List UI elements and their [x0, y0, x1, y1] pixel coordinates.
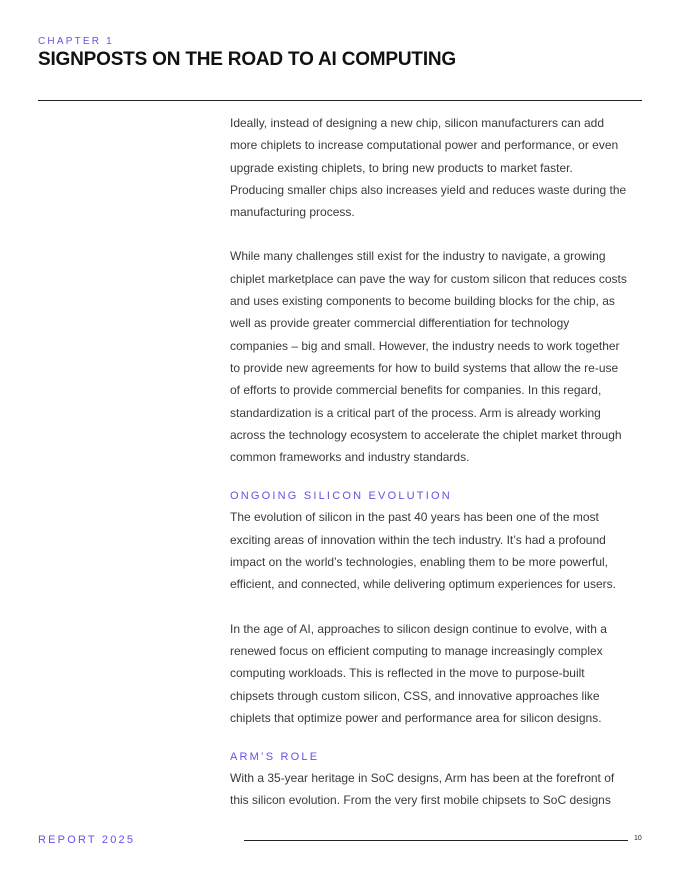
- chapter-label: CHAPTER 1: [38, 36, 114, 47]
- page-number: 10: [634, 835, 642, 842]
- paragraph: With a 35-year heritage in SoC designs, Arm has been at the forefront of this silicon evolution. From the very first mobile chipsets to SoC designs: [230, 771, 615, 808]
- paragraph: In the age of AI, approaches to silicon design continue to evolve, with a renewed focus on efficient computing to manage increasingly complex computing workloads. This is reflected in the move to purpose-built chipsets through custom silicon, CSS, and innovative approaches like chiplets that optimize power and performance area for silicon designs.: [230, 621, 607, 725]
- page-title: SIGNPOSTS ON THE ROAD TO AI COMPUTING: [38, 49, 457, 70]
- paragraph-spacer: [230, 223, 630, 245]
- footer-label: REPORT 2025: [38, 834, 136, 846]
- footer-divider: [244, 840, 628, 841]
- section-heading: ARM’S ROLE: [230, 751, 320, 764]
- body-content: [230, 112, 630, 812]
- header-divider: [38, 100, 642, 101]
- paragraph: The evolution of silicon in the past 40 years has been one of the most exciting areas of innovation within the tech industry. It’s had a profound impact on the world’s technologies, enabling them to be more powerful, efficient, and connected, while delivering optimum experiences for users.: [230, 510, 616, 592]
- paragraph: While many challenges still exist for the industry to navigate, a growing chiplet marketplace can pave the way for custom silicon that reduces costs and uses existing components to become building blocks for the chip, as well as provide greater commercial differentiation for technology companies – big and small. However, the industry needs to work together to provide new agreements for how to build systems that allow the re-use of efforts to provide commercial benefits for companies. In this regard, standardization is a critical part of the process. Arm is already working across the technology ecosystem to accelerate the chiplet market through common frameworks and industry standards.: [230, 249, 627, 465]
- paragraph: Ideally, instead of designing a new chip, silicon manufacturers can add more chiplets to increase computational power and performance, or even upgrade existing chiplets, to bring new products to market faster. Producing smaller chips also increases yield and reduces waste during the manufacturing process.: [230, 116, 627, 220]
- paragraph-spacer: [230, 596, 630, 618]
- section-heading: ONGOING SILICON EVOLUTION: [230, 490, 452, 503]
